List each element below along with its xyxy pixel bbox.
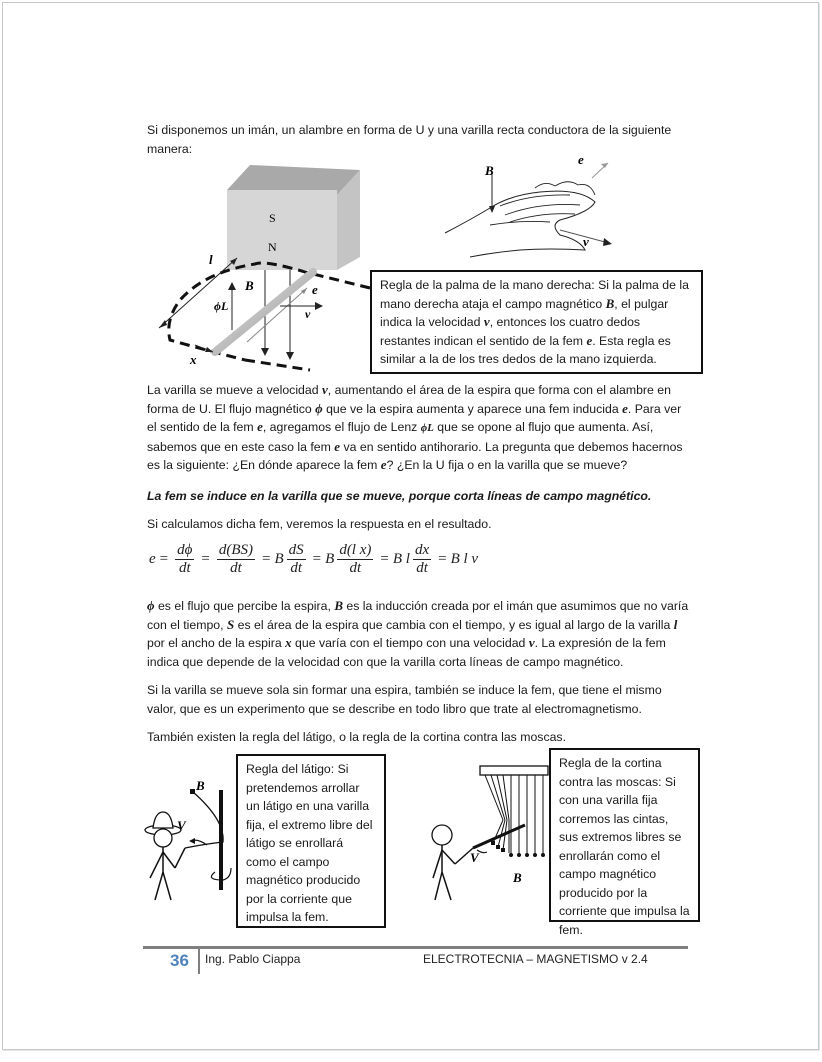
curtain-figure	[425, 760, 560, 910]
page-number: 36	[170, 951, 189, 970]
explanation-paragraph: La varilla se mueve a velocidad v, aumentando el área de la espira que forma con el alambre en forma de U. El flujo magnético ϕ que ve la espira aumenta y aparece una fem inducida e. Para ver el sentido de la fem e, agregamos el flujo de Lenz ϕL que se opone al flujo que aumenta. Así, sabemos que en este caso la fem e va en sentido antihorario. La pregunta que debemos hacernos es la siguiente: ¿En dónde aparece la fem e? ¿En la U fija o en la varilla que se mueve?	[147, 382, 683, 472]
label-e: e	[312, 282, 318, 297]
whip-label-v: V	[177, 818, 186, 833]
curtain-rule-box: Regla de la cortina contra las moscas: Si con una varilla fija corremos las cintas, sus extremos libres se enrollarán como el campo magnético producido por la corriente que impulsa la fem.	[549, 748, 700, 922]
label-v: v	[305, 307, 311, 321]
pole-s-label: S	[269, 211, 276, 225]
whip-figure	[135, 760, 235, 910]
curtain-label-b: B	[513, 870, 522, 885]
footer-rule	[143, 946, 688, 949]
footer-document-title: ELECTROTECNIA – MAGNETISMO v 2.4	[423, 952, 648, 966]
palm-rule-box: Regla de la palma de la mano derecha: Si la palma de la mano derecha ataja el campo magnético B, el pulgar indica la velocidad v, entonces los cuatro dedos restantes indican el sentido de la fem e. Esta regla es similar a la de los tres dedos de la mano izquierda.	[370, 270, 703, 374]
label-l: l	[209, 252, 213, 267]
whip-label-b: B	[196, 778, 205, 793]
variables-paragraph: ϕ es el flujo que percibe la espira, B es la inducción creada por el imán que asumimos que no varía con el tiempo, S es el área de la espira que cambia con el tiempo, y es igual al largo de la varilla l por el ancho de la espira x que varía con el tiempo con una velocidad v. La expresión de la fem indica que depende de la velocidad con que la varilla corta líneas de campo magnético.	[147, 598, 689, 669]
calc-intro: Si calculamos dicha fem, veremos la respuesta en el resultado.	[147, 517, 492, 531]
label-phi-l: ϕL	[214, 299, 229, 313]
whip-rule-box: Regla del látigo: Si pretendemos arrollar un látigo en una varilla fija, el extremo libre del látigo se enrollará como el campo magnético producido por la corriente que impulsa la fem.	[236, 754, 386, 928]
hand-figure	[430, 150, 620, 260]
footer-author: Ing. Pablo Ciappa	[205, 952, 301, 966]
footer-separator	[198, 946, 200, 974]
magnet-figure	[145, 160, 375, 375]
pole-n-label: N	[268, 240, 277, 254]
other-rules-paragraph: También existen la regla del látigo, o la regla de la cortina contra las moscas.	[147, 730, 567, 744]
hand-label-v: v	[583, 234, 589, 249]
fem-equation: e = $\frac{d\phi}{dt}$ = $\frac{d(BS)}{dt}$ = B $\frac{dS}{dt}$ = B $\frac{\text{d(l x)}}{dt}$ = B l $\frac{dx}{dt}$ = B l v	[149, 542, 479, 576]
curtain-label-v: V	[470, 850, 479, 865]
hand-label-e: e	[578, 152, 584, 167]
intro-paragraph: Si disponemos un imán, un alambre en forma de U y una varilla recta conductora de la siguiente manera:	[147, 123, 672, 156]
rod-alone-paragraph: Si la varilla se mueve sola sin formar una espira, también se induce la fem, que tiene el mismo valor, que es un experimento que se describe en todo libro que trate al electromagnetismo.	[147, 683, 662, 716]
label-b: B	[245, 278, 254, 293]
hand-label-b: B	[485, 163, 494, 178]
label-x: x	[190, 352, 197, 367]
conclusion-statement: La fem se induce en la varilla que se mueve, porque corta líneas de campo magnético.	[147, 489, 652, 503]
